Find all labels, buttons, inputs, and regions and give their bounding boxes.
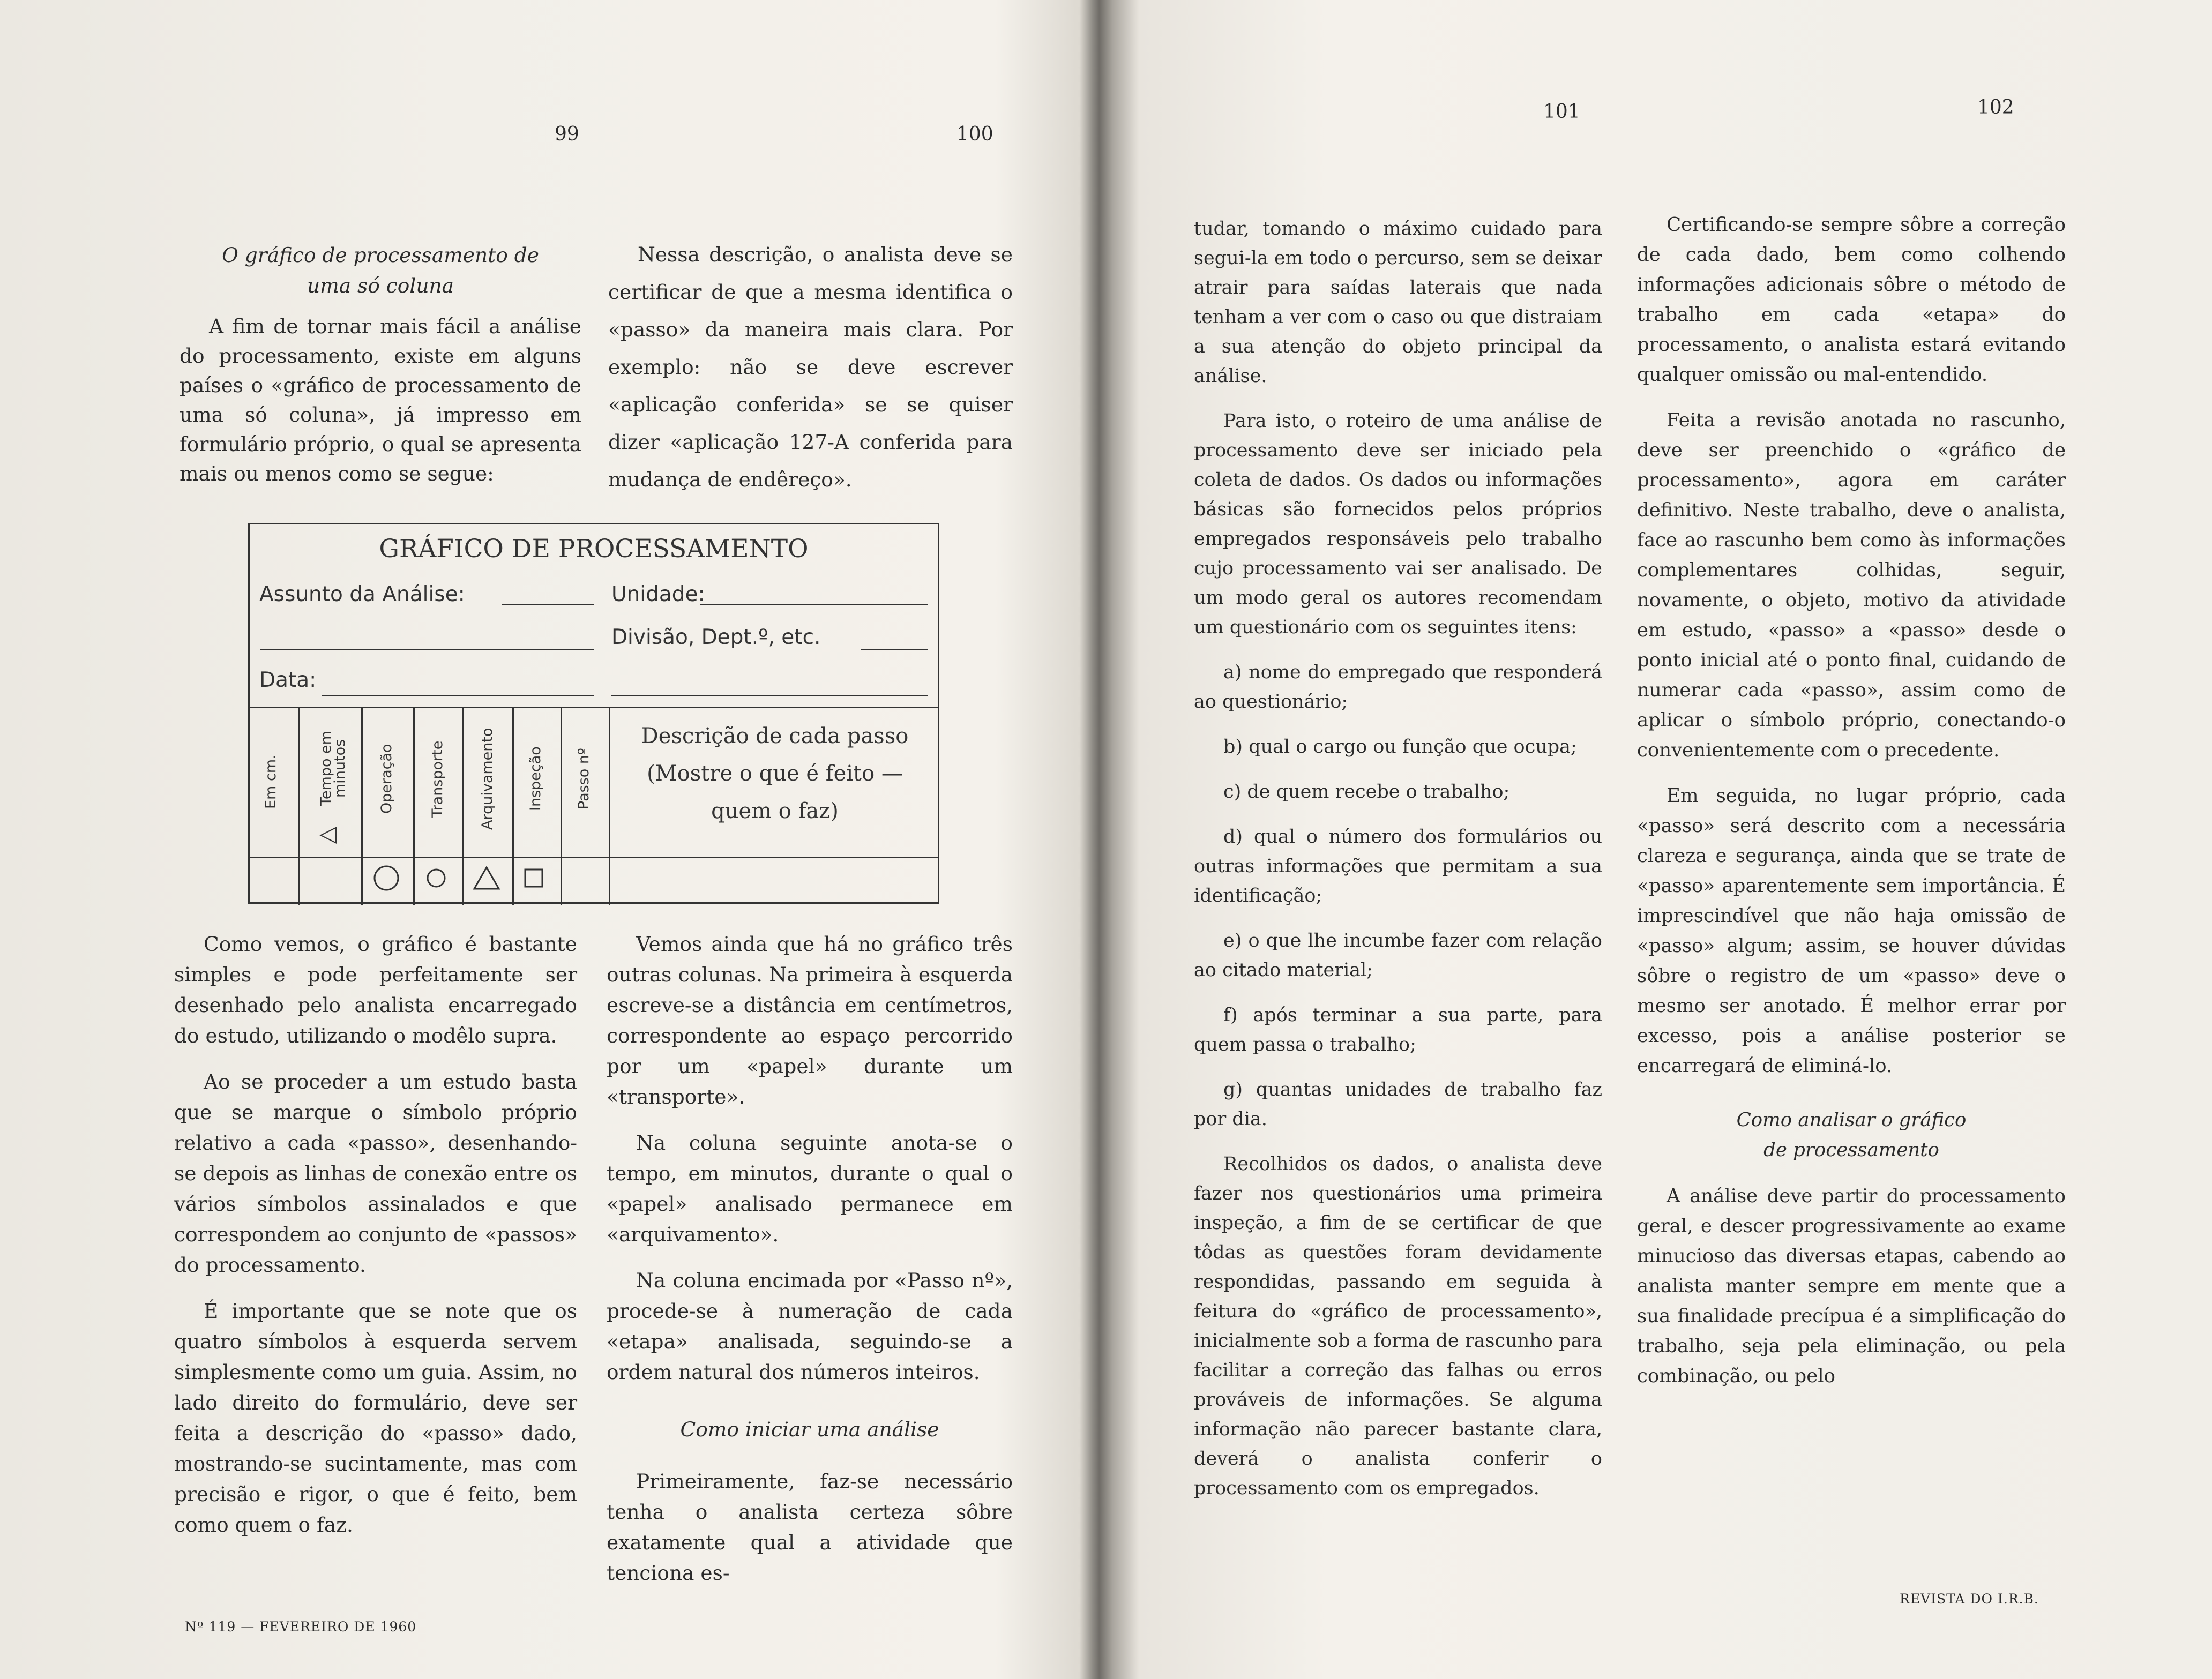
form-assunto-line-2 [260, 649, 594, 650]
processing-chart-form [248, 523, 939, 904]
col4-heading-2: de processamento [1763, 1139, 1939, 1161]
form-desc-line-1: Descrição de cada passo [641, 724, 909, 748]
form-col-passo: Passo nº [576, 748, 592, 810]
form-col-operacao: Operação [378, 744, 395, 814]
col1-upper [180, 240, 581, 504]
form-col-divider-2 [361, 707, 363, 905]
col4 [1637, 210, 2066, 1407]
col2-p1: Vemos ainda que há no gráfico três outras colunas. Na primeira à esquerda escreve-se a distância em centímetros, correspondente ao espaço percorrido por um «papel» durante um «transporte». [607, 932, 1013, 1108]
col2-p3: Na coluna encimada por «Passo nº», procede-se à numeração de cada «etapa» analisada, seguindo-se a ordem natural dos números inteiros. [607, 1269, 1013, 1384]
col2-p4: Primeiramente, faz-se necessário tenha o analista certeza sôbre exatamente qual a atividade que tenciona es- [607, 1470, 1013, 1585]
col1-p2: Ao se proceder a um estudo basta que se marque o símbolo próprio relativo a cada «passo», desenhando-se depois as linhas de conexão entre os vários símbolos assinalados e que correspondem ao conjunto de «passos» do processamento. [174, 1070, 577, 1277]
footer-issue: Nº 119 — FEVEREIRO DE 1960 [185, 1619, 417, 1635]
form-title: GRÁFICO DE PROCESSAMENTO [379, 534, 809, 564]
col4-heading-1: Como analisar o gráfico [1736, 1109, 1967, 1131]
form-col-divider-5 [512, 707, 514, 905]
col3 [1194, 214, 1602, 1519]
form-data-line [322, 695, 594, 696]
form-col-divider-1 [298, 707, 300, 905]
page-number-99: 99 [555, 123, 579, 145]
form-desc-heading [614, 717, 936, 830]
form-col-divider-3 [413, 707, 415, 905]
form-col-inspecao: Inspeção [527, 746, 544, 812]
col3-item-g: g) quantas unidades de trabalho faz por dia. [1194, 1079, 1602, 1130]
col3-p1: Para isto, o roteiro de uma análise de processamento deve ser iniciado pela coleta de dados. Os dados ou informações básicas são fornecidos pelos próprios empregados responsáveis pelo trabalho cujo processamento vai ser analisado. De um modo geral os autores recomendam um questionário com os seguintes itens: [1194, 410, 1602, 638]
col2-intro: Nessa descrição, o analista deve se certificar de que a mesma identifica o «passo» da maneira mais clara. Por exemplo: não se deve escrever «aplicação conferida» se se quiser dizer «aplicação 127-A conferida para mudança de endêreço». [608, 243, 1013, 491]
form-col-divider-6 [561, 707, 562, 905]
col3-item-f: f) após terminar a sua parte, para quem passa o trabalho; [1194, 1005, 1602, 1055]
form-unidade-label: Unidade: [611, 582, 705, 606]
col1-p1: Como vemos, o gráfico é bastante simples e pode perfeitamente ser desenhado pelo analista encarregado do estudo, utilizando o modêlo supra. [174, 932, 577, 1047]
form-divider-symbols [250, 857, 938, 858]
form-divider-top [250, 707, 938, 708]
col4-p1: Feita a revisão anotada no rascunho, deve ser preenchido o «gráfico de processamento», agora em caráter definitivo. Neste trabalho, deve o analista, face ao rascunho bem como às informações complementares colhidas, seguir, novamente, o objeto, motivo da atividade em estudo, «passo» a «passo» desde o ponto inicial até o ponto final, cuidando de numerar cada «passo», assim como de aplicar o símbolo próprio, conectando-o convenientemente com o precedente. [1637, 409, 2066, 761]
col4-p2: Em seguida, no lugar próprio, cada «passo» será descrito com a necessária clareza e segurança, ainda que se trate de «passo» aparentemente sem importância. É imprescindível que não haja omissão de «passo» algum; assim, se houver dúvidas sôbre o registro de um «passo» deve o mesmo ser anotado. É melhor errar por excesso, pois a análise posterior se encarregará de eliminá-lo. [1637, 785, 2066, 1077]
page-number-101: 101 [1543, 101, 1580, 123]
col1-heading-1: O gráfico de processamento de [222, 243, 539, 267]
col2-upper [608, 236, 1013, 514]
col4-p3: A análise deve partir do processamento geral, e descer progressivamente ao exame minucioso das diversas etapas, cabendo ao analista manter sempre em mente que a sua finalidade precípua é a simplificação do trabalho, seja pela eliminação, ou pela combinação, ou pelo [1637, 1185, 2066, 1387]
col3-p2: Recolhidos os dados, o analista deve fazer nos questionários uma primeira inspeção, a fim de se certificar de que tôdas as questões foram devidamente respondidas, passando em seguida à feitura do «gráfico de processamento», inicialmente sob a forma de rascunho para facilitar a correção das falhas ou erros prováveis de informações. Se alguma informação não parecer bastante clara, deverá o analista conferir o processamento com os empregados. [1194, 1153, 1602, 1499]
col2-heading: Como iniciar uma análise [680, 1418, 939, 1441]
form-divisao-label: Divisão, Dept.º, etc. [611, 625, 821, 649]
col1-lower [174, 929, 577, 1556]
form-data-label: Data: [259, 668, 317, 692]
col3-item-d: d) qual o número dos formulários ou outras informações que permitam a sua identificação; [1194, 826, 1602, 906]
col2-p2: Na coluna seguinte anota-se o tempo, em minutos, durante o qual o «papel» analisado permanece em «arquivamento». [607, 1131, 1013, 1246]
triangle-left-icon: ◁ [319, 820, 337, 846]
col1-p3: É importante que se note que os quatro símbolos à esquerda servem simplesmente como um guia. Assim, no lado direito do formulário, deve ser feita a descrição do «passo» dado, mostrando-se sucintamente, mas com precisão e rigor, o que é feito, bem como quem o faz. [174, 1299, 577, 1536]
form-assunto-label: Assunto da Análise: [259, 582, 465, 606]
form-col-divider-4 [462, 707, 464, 905]
form-col-em-cm: Em cm. [263, 754, 279, 809]
col3-item-c: c) de quem recebe o trabalho; [1223, 781, 1510, 803]
col1-intro: A fim de tornar mais fácil a análise do processamento, existe em alguns países o «gráfico de processamento de uma só coluna», já impresso em formulário próprio, o qual se apresenta mais ou menos como se segue: [180, 314, 581, 485]
form-divisao-line [861, 649, 928, 650]
form-col-arquivamento: Arquivamento [479, 728, 496, 830]
footer-journal: REVISTA DO I.R.B. [1900, 1591, 2039, 1607]
form-col-divider-7 [609, 707, 610, 905]
col3-item-e: e) o que lhe incumbe fazer com relação ao citado material; [1194, 930, 1602, 981]
col3-item-a: a) nome do empregado que responderá ao questionário; [1194, 662, 1602, 713]
form-col-tempo: Tempo em minutos [318, 731, 348, 806]
storage-triangle-icon [471, 864, 502, 892]
form-desc-line-2: (Mostre o que é feito — [647, 761, 903, 786]
form-desc-line-3: quem o faz) [711, 799, 839, 823]
form-col-transporte: Transporte [429, 740, 446, 818]
form-data-line-2 [611, 695, 928, 696]
col2-lower [607, 929, 1013, 1604]
inspection-square-icon [521, 865, 547, 891]
form-unidade-line [700, 604, 928, 605]
page-number-100: 100 [956, 123, 993, 145]
page-number-102: 102 [1977, 96, 2014, 118]
col1-heading-2: uma só coluna [307, 274, 454, 297]
col3-item-b: b) qual o cargo ou função que ocupa; [1223, 736, 1577, 758]
form-assunto-line [502, 604, 594, 605]
col3-p0: tudar, tomando o máximo cuidado para segui-la em todo o percurso, sem se deixar atrair para saídas laterais que nada tenham a ver com o caso ou que distraiam a sua atenção do objeto principal da análise. [1194, 218, 1602, 387]
transport-circle-icon [423, 865, 449, 891]
operation-circle-icon [370, 862, 402, 894]
col4-p0: Certificando-se sempre sôbre a correção de cada dado, bem como colhendo informações adicionais sôbre o método de trabalho em cada «etapa» do processamento, o analista estará evitando qualquer omissão ou mal-entendido. [1637, 214, 2066, 386]
